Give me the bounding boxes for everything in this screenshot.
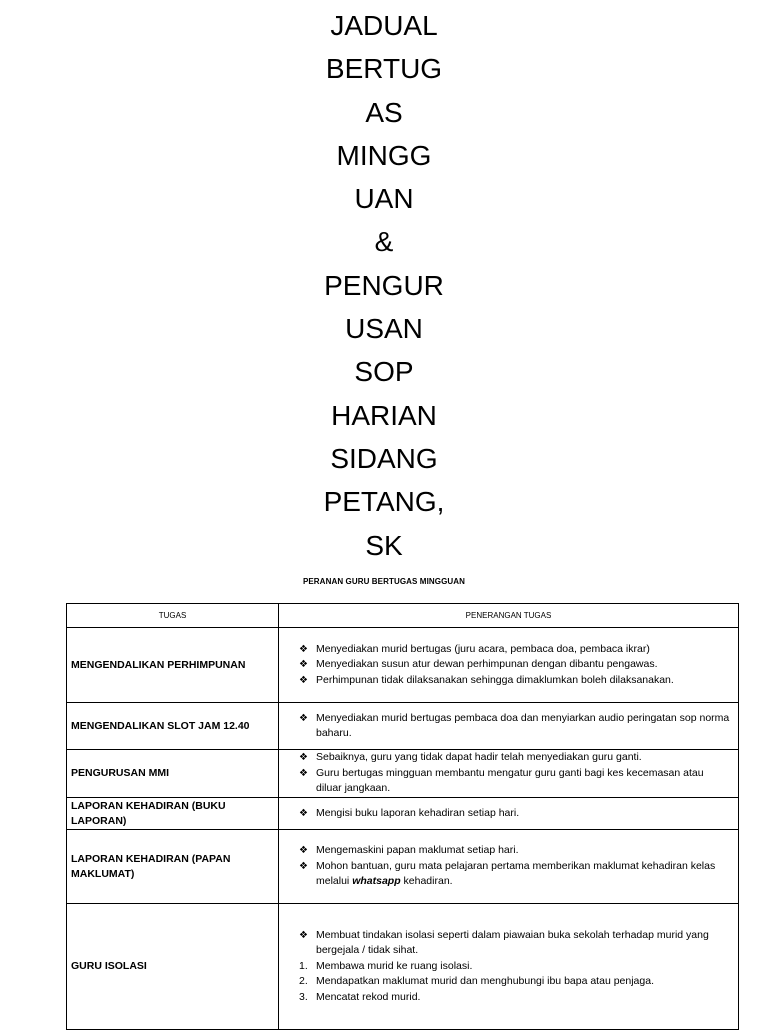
numbered-item: [299, 990, 730, 1006]
diamond-bullet-icon: ❖: [299, 807, 308, 819]
numbered-item-text: Mencatat rekod murid.: [316, 990, 421, 1003]
task-cell: PENGURUSAN MMI: [67, 750, 279, 798]
whatsapp-emphasis: whatsapp: [352, 875, 401, 888]
description-cell: [279, 904, 739, 1030]
numbered-list: [299, 959, 730, 1006]
numbered-item: [299, 974, 730, 990]
numbered-item: [299, 959, 730, 975]
list-item-text: Guru bertugas mingguan membantu mengatur guru ganti bagi kes kecemasan atau diluar jangkaan.: [316, 766, 704, 795]
task-cell: MENGENDALIKAN SLOT JAM 12.40: [67, 703, 279, 750]
title-line: BERTUG: [325, 53, 443, 85]
numbered-item-text: Mendapatkan maklumat murid dan menghubungi ibu bapa atau penjaga.: [316, 975, 654, 988]
list-item-text-after: kehadiran.: [400, 875, 453, 888]
task-cell: MENGENDALIKAN PERHIMPUNAN: [67, 628, 279, 703]
bullet-list: [299, 642, 730, 689]
table-row: [67, 798, 739, 830]
title-line: PENGUR: [324, 269, 444, 301]
description-cell: [279, 798, 739, 830]
table-row: [67, 904, 739, 1030]
diamond-bullet-icon: ❖: [299, 643, 308, 655]
task-cell: LAPORAN KEHADIRAN (PAPAN MAKLUMAT): [67, 830, 279, 904]
title-line: MINGG: [336, 139, 432, 171]
diamond-bullet-icon: ❖: [299, 752, 308, 764]
list-item: [299, 928, 730, 959]
title-line: JADUAL: [330, 10, 438, 41]
title-line: SK: [365, 529, 403, 561]
diamond-bullet-icon: ❖: [299, 712, 308, 724]
duties-table: [66, 603, 739, 1030]
title-line: USAN: [345, 313, 423, 345]
column-header-task: TUGAS: [67, 604, 279, 628]
diamond-bullet-icon: ❖: [299, 860, 308, 872]
table-row: [67, 628, 739, 703]
list-item: [299, 859, 730, 890]
list-item: [299, 806, 730, 822]
item-number: 1.: [299, 959, 308, 972]
diamond-bullet-icon: ❖: [299, 659, 308, 671]
diamond-bullet-icon: ❖: [299, 845, 308, 857]
list-item-text: Membuat tindakan isolasi seperti dalam piawaian buka sekolah terhadap murid yang bergejala / tidak sihat.: [316, 928, 709, 957]
table-row: [67, 750, 739, 798]
task-cell: GURU ISOLASI: [67, 904, 279, 1030]
title-line: SIDANG: [330, 442, 438, 474]
list-item: [299, 673, 730, 689]
list-item: [299, 750, 730, 766]
table-header-row: [67, 604, 739, 628]
title-line: HARIAN: [331, 399, 437, 431]
diamond-bullet-icon: ❖: [299, 929, 308, 941]
description-cell: [279, 628, 739, 703]
table-row: [67, 703, 739, 750]
title-line: SOP: [354, 356, 414, 388]
item-number: 3.: [299, 990, 308, 1003]
list-item: [299, 843, 730, 859]
list-item: [299, 711, 730, 742]
diamond-bullet-icon: ❖: [299, 767, 308, 779]
title-line: AS: [365, 96, 403, 128]
list-item: [299, 766, 730, 797]
list-item-text: Menyediakan susun atur dewan perhimpunan dengan dibantu pengawas.: [316, 658, 658, 671]
bullet-list: [299, 928, 730, 959]
description-cell: [279, 750, 739, 798]
numbered-item-text: Membawa murid ke ruang isolasi.: [316, 959, 473, 972]
diamond-bullet-icon: ❖: [299, 674, 308, 686]
bullet-list: [299, 843, 730, 890]
section-subtitle: PERANAN GURU BERTUGAS MINGGUAN: [302, 577, 466, 586]
bullet-list: [299, 711, 730, 742]
title-line: UAN: [354, 183, 414, 215]
item-number: 2.: [299, 975, 308, 988]
list-item-text: Perhimpunan tidak dilaksanakan sehingga dimaklumkan boleh dilaksanakan.: [316, 673, 674, 686]
list-item-text: Mengemaskini papan maklumat setiap hari.: [316, 844, 519, 857]
list-item-text: Sebaiknya, guru yang tidak dapat hadir telah menyediakan guru ganti.: [316, 751, 642, 764]
list-item-text: Menyediakan murid bertugas (juru acara, pembaca doa, pembaca ikrar): [316, 642, 650, 655]
list-item-text: Mengisi buku laporan kehadiran setiap hari.: [316, 806, 520, 819]
bullet-list: [299, 806, 730, 822]
list-item: [299, 642, 730, 658]
list-item: [299, 657, 730, 673]
task-cell: LAPORAN KEHADIRAN (BUKU LAPORAN): [67, 798, 279, 830]
title-line: &: [374, 226, 394, 258]
title-line: PETANG,: [323, 486, 445, 518]
table-row: [67, 830, 739, 904]
description-cell: [279, 703, 739, 750]
list-item-text: Menyediakan murid bertugas pembaca doa dan menyiarkan audio peringatan sop norma baharu.: [316, 711, 730, 739]
description-cell: [279, 830, 739, 904]
bullet-list: [299, 750, 730, 797]
document-title: [314, 4, 454, 567]
column-header-description: PENERANGAN TUGAS: [279, 604, 739, 628]
list-item-text-before: Mohon bantuan, guru mata pelajaran pertama memberikan maklumat kehadiran kelas melalui: [316, 859, 716, 888]
